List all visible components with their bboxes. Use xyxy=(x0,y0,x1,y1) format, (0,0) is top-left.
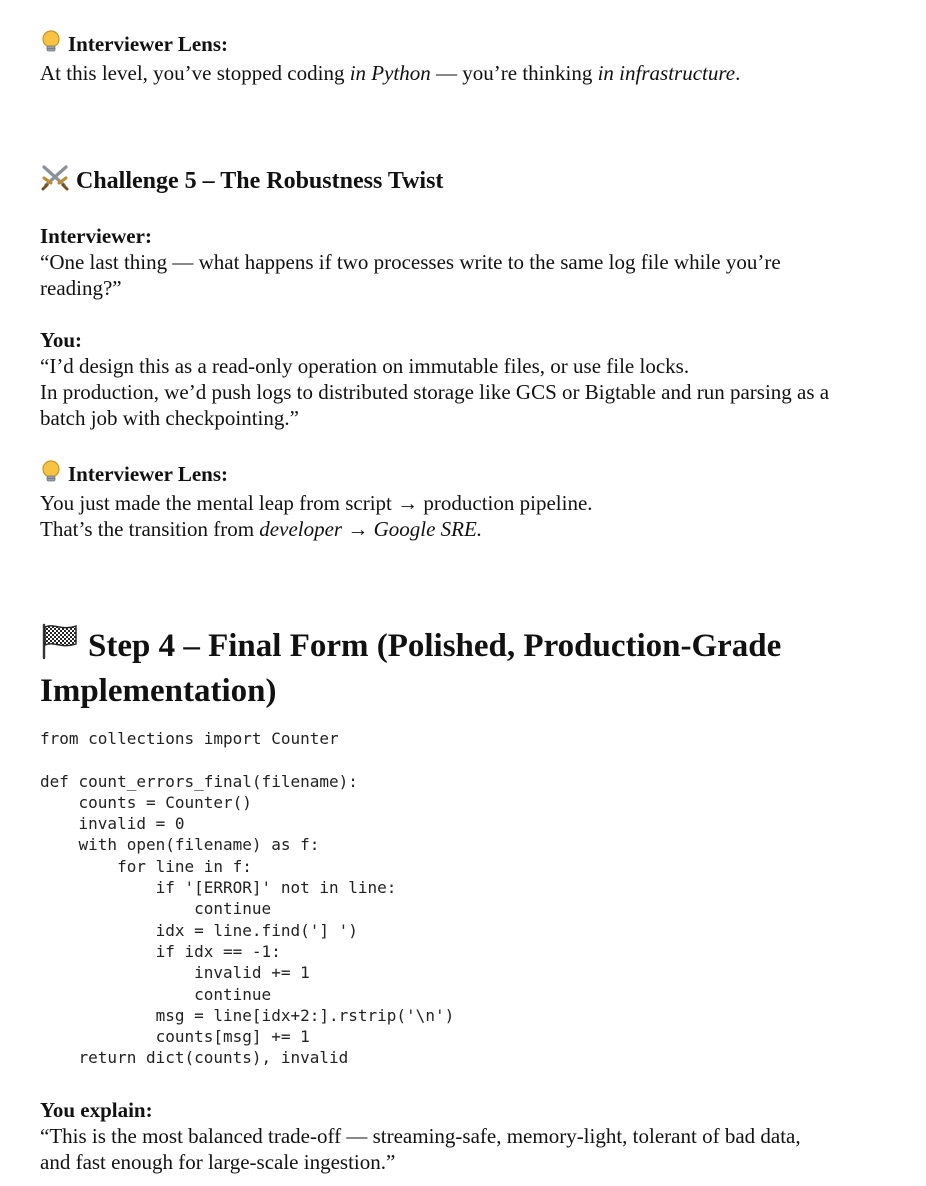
explain-block xyxy=(40,1097,801,1175)
code-line: for line in f: xyxy=(40,856,252,876)
code-line: if idx == -1: xyxy=(40,941,281,961)
challenge-heading xyxy=(40,164,443,200)
lightbulb-icon xyxy=(40,460,62,490)
code-line: if '[ERROR]' not in line: xyxy=(40,878,397,898)
you-line-1: “I’d design this as a read-only operation on immutable files, or use file locks. xyxy=(40,354,690,378)
checkered-flag-icon xyxy=(40,622,80,671)
step-title-line-1: Step 4 – Final Form (Polished, Production-Grade xyxy=(88,628,782,664)
lens-label: Interviewer Lens: xyxy=(68,462,228,486)
crossed-swords-icon xyxy=(40,164,70,200)
lightbulb-icon xyxy=(40,30,62,60)
you-block xyxy=(40,327,829,431)
explain-line-2: and fast enough for large-scale ingestion.” xyxy=(40,1150,396,1174)
you-label: You: xyxy=(40,328,83,352)
explain-line-1: “This is the most balanced trade-off — streaming-safe, memory-light, tolerant of bad data, xyxy=(40,1124,801,1148)
step-title-line-2: Implementation) xyxy=(40,673,277,709)
lens-label: Interviewer Lens: xyxy=(68,32,228,56)
interviewer-line-1: “One last thing — what happens if two processes write to the same log file while you’re xyxy=(40,250,781,274)
interviewer-label: Interviewer: xyxy=(40,224,152,248)
code-line: def count_errors_final(filename): xyxy=(40,771,358,791)
code-line xyxy=(40,749,454,770)
explain-label: You explain: xyxy=(40,1098,153,1122)
code-line: idx = line.find('] ') xyxy=(40,920,358,940)
lens-text: At this level, you’ve stopped coding in Python — you’re thinking in infrastructure. xyxy=(40,61,741,85)
code-line: invalid += 1 xyxy=(40,963,310,983)
lens-block-1 xyxy=(40,30,740,86)
interviewer-line-2: reading?” xyxy=(40,276,122,300)
code-line: continue xyxy=(40,899,272,919)
challenge-title: Challenge 5 – The Robustness Twist xyxy=(76,168,444,194)
code-line: msg = line[idx+2:].rstrip('\n') xyxy=(40,1005,455,1025)
code-line: with open(filename) as f: xyxy=(40,835,320,855)
code-line: counts[msg] += 1 xyxy=(40,1027,310,1047)
code-block xyxy=(40,728,454,1069)
code-line: continue xyxy=(40,984,272,1004)
lens-line-1: You just made the mental leap from script → production pipeline. xyxy=(40,491,593,515)
lens-block-2 xyxy=(40,460,593,542)
code-line: return dict(counts), invalid xyxy=(40,1048,349,1068)
you-line-2: In production, we’d push logs to distributed storage like GCS or Bigtable and run parsing as a xyxy=(40,380,830,404)
step-heading xyxy=(40,622,781,712)
you-line-3: batch job with checkpointing.” xyxy=(40,406,299,430)
lens-line-2: That’s the transition from developer → Google SRE. xyxy=(40,517,483,541)
code-line: from collections import Counter xyxy=(40,729,339,748)
code-line: invalid = 0 xyxy=(40,814,185,834)
interviewer-block xyxy=(40,223,781,301)
code-line: counts = Counter() xyxy=(40,792,252,812)
